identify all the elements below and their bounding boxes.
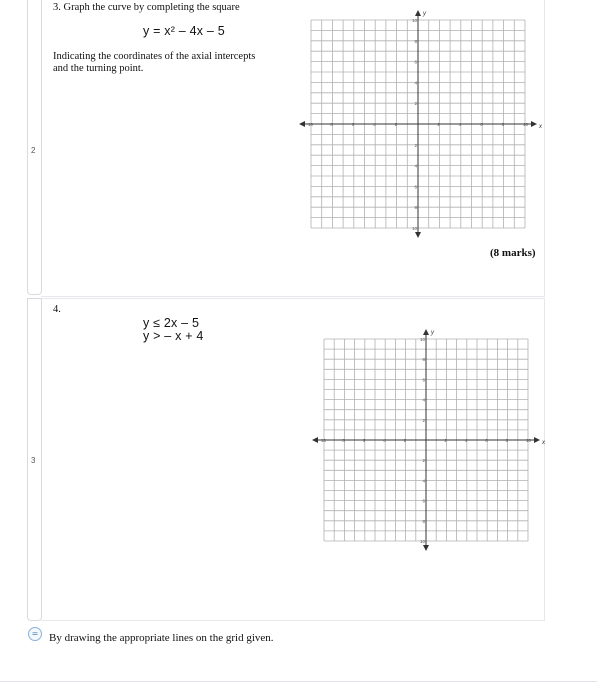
q3-heading: 3. Graph the curve by completing the square [53,2,240,13]
q4-x-tick-label: 4 [383,438,386,443]
q4-y-tick-label: 2 [422,458,425,464]
q4-y-tick-label: 4 [422,478,425,484]
q4-y-tick-label: 6 [422,498,425,504]
q4-x-axis-label: x [542,440,545,446]
q4-heading: 4. [53,304,61,315]
question-4-panel [41,298,545,621]
q4-x-tick-label: 2 [403,438,407,443]
q3-y-tick-label: 2 [414,142,417,148]
q4-x-tick-label: 10 [526,438,532,443]
q3-equation: y = x² – 4x – 5 [143,24,225,38]
q3-y-tick-label: 4 [414,80,417,86]
q4-y-tick-label: 8 [422,357,425,363]
q3-x-tick-label: 2 [437,122,440,127]
q3-marks: (8 marks) [490,247,536,259]
q3-instruction-line2: and the turning point. [53,63,144,74]
question-index-3: 3 [31,456,36,465]
q3-x-axis-label: x [539,124,542,130]
q4-x-tick-label: 8 [505,438,509,443]
q4-y-tick-label: 4 [422,397,425,403]
q3-y-tick-label: 4 [414,163,417,169]
q4-y-tick-label: 10 [419,337,425,342]
q3-y-tick-label: 8 [414,205,417,211]
question-3-panel [41,0,545,297]
q4-inequality-1: y ≤ 2x – 5 [143,316,200,330]
q4-inequality-2: y > – x + 4 [143,329,204,343]
q4-y-tick-label: 10 [419,539,425,544]
q3-y-tick-label: 6 [414,184,417,190]
q3-instruction-line1: Indicating the coordinates of the axial intercepts [53,51,256,62]
q4-y-tick-label: 6 [422,377,425,383]
q4-x-tick-label: 4 [464,438,468,443]
q3-x-tick-label: 4 [373,122,376,127]
q3-x-tick-label: 2 [394,122,398,127]
q3-y-tick-label: 10 [411,18,417,23]
q4-x-tick-label: 6 [485,438,488,443]
q3-x-tick-label: 8 [330,122,333,127]
page-bottom-divider [0,681,597,682]
q3-y-tick-label: 2 [414,101,417,107]
q3-x-tick-label: 6 [480,122,483,127]
q3-y-tick-label: 8 [414,38,417,44]
footer-instruction: By drawing the appropriate lines on the grid given. [49,632,274,644]
q4-x-tick-label: 10 [321,438,327,443]
q3-x-tick-label: 8 [501,122,505,127]
q3-y-tick-label: 6 [414,59,417,65]
q3-y-tick-label: 10 [411,226,417,231]
q3-x-tick-label: 10 [523,122,529,127]
q4-x-tick-label: 8 [342,438,345,443]
equals-note-icon[interactable]: = [28,627,42,641]
q4-x-tick-label: 2 [444,438,447,443]
q3-x-tick-label: 6 [351,122,355,127]
q4-y-axis-label: y [431,330,434,336]
q4-y-tick-label: 2 [422,417,425,423]
q3-x-tick-label: 4 [458,122,462,127]
q3-y-axis-label: y [423,11,426,17]
q4-x-tick-label: 6 [362,438,366,443]
q3-x-tick-label: 10 [308,122,314,127]
q4-y-tick-label: 8 [422,518,425,524]
question-index-2: 2 [31,146,36,155]
